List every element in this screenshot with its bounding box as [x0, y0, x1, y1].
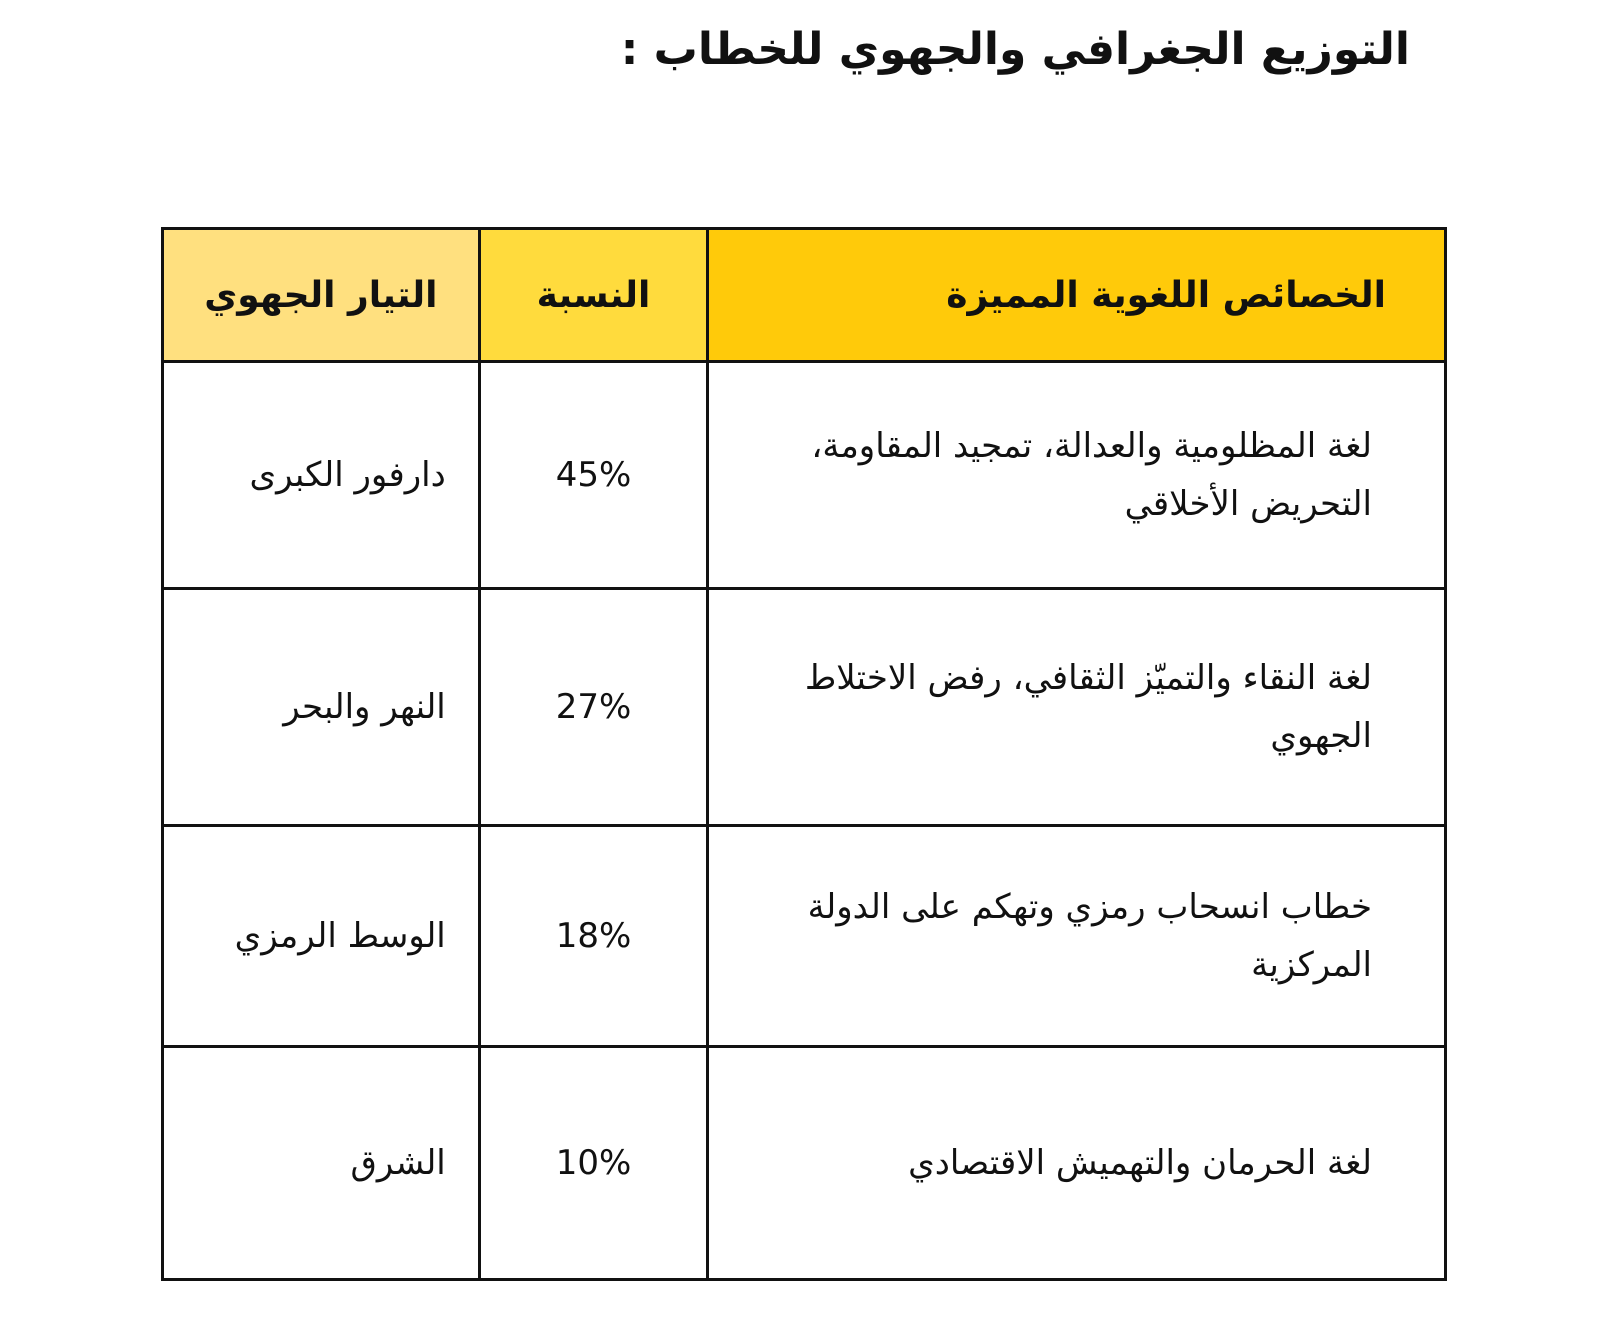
cell-trend: الشرق — [163, 1047, 480, 1280]
cell-trend: النهر والبحر — [163, 588, 480, 825]
table-row — [163, 1047, 1446, 1280]
table-row — [163, 362, 1446, 589]
cell-features — [708, 825, 1446, 1047]
table-row — [163, 588, 1446, 825]
cell-trend: دارفور الكبرى — [163, 362, 480, 589]
header-trend: التيار الجهوي — [163, 229, 480, 362]
cell-percent: 10% — [479, 1047, 708, 1280]
distribution-table — [161, 227, 1447, 1281]
table-row — [163, 825, 1446, 1047]
features-text: لغة الحرمان والتهميش الاقتصادي — [908, 1143, 1372, 1184]
cell-percent: 27% — [479, 588, 708, 825]
header-percent: النسبة — [479, 229, 708, 362]
table-header-row — [163, 229, 1446, 362]
cell-features — [708, 1047, 1446, 1280]
header-features: الخصائص اللغوية المميزة — [708, 229, 1446, 362]
cell-features — [708, 588, 1446, 825]
features-text: لغة المظلومية والعدالة، تمجيد المقاومة، التحريض الأخلاقي — [811, 425, 1372, 524]
cell-percent: 18% — [479, 825, 708, 1047]
features-text: لغة النقاء والتميّز الثقافي، رفض الاختلاط الجهوي — [804, 657, 1372, 756]
page-title: التوزيع الجغرافي والجهوي للخطاب : — [620, 24, 1410, 75]
cell-trend: الوسط الرمزي — [163, 825, 480, 1047]
features-text: خطاب انسحاب رمزي وتهكم على الدولة المركزية — [807, 886, 1372, 985]
cell-features — [708, 362, 1446, 589]
cell-percent: 45% — [479, 362, 708, 589]
